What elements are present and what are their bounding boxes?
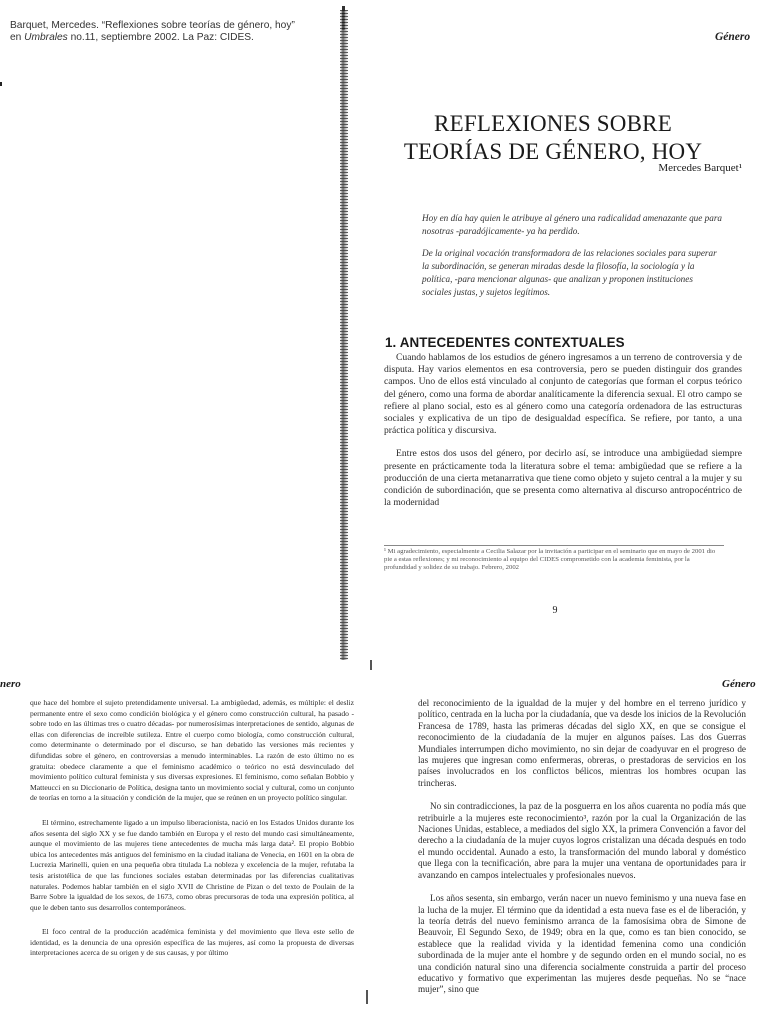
page-number: 9	[552, 605, 558, 616]
right-page-paragraph-2: No sin contradicciones, la paz de la posguerra en los años cuarenta no podía más que retribuirle a la mujeres este reconocimiento³, razón por la cual la Organización de las Naciones Unidas, establece, a mediados del siglo XX, la primera Convención a favor del derecho a la ciudadanía de la mujer cuyos logros cristalizan una década después en todo el mundo occidental. Aunado a esto, la transformación del mundo laboral y doméstico que llega con la tecnificación, abre para la mujer una ventana de oportunidades para ir avanzando en campos intelectuales y profesionales nuevos.	[418, 801, 746, 880]
body-paragraph-2: Entre estos dos usos del género, por decirlo así, se introduce una ambigüedad siempre presente en prácticamente toda la literatura sobre el tema: ambigüedad que se refiere a la producción de una cierta metanarrativa que tiene como objeto y sujeto central a la mujer y su condición de subordinación, que se presenta como alternativa al discurso antropocéntrico de la modernidad	[384, 448, 742, 509]
epigraph	[422, 212, 722, 308]
gutter-mark-top	[370, 660, 372, 670]
running-header-right: Género	[722, 678, 756, 690]
article-title	[388, 110, 718, 166]
epigraph-paragraph-2: De la original vocación transformadora de las relaciones sociales para superar la subordinación, se generan miradas desde la filosofía, la sociología y la política, -para mencionar algunas- que analizan y proponen instituciones sociales justas, y sujetos legítimos.	[422, 248, 717, 297]
footnote: ¹ Mi agradecimiento, especialmente a Cecilia Salazar por la invitación a participar en el seminario que en mayo de 2001 dio pie a estas reflexiones; y mi reconocimiento al equipo del CIDES comprometido con la academia feminista, por la profundidad y solidez de su trabajo. Febrero, 2002	[384, 545, 724, 572]
citation-note	[10, 20, 300, 44]
body-text-left-page	[30, 698, 354, 1024]
right-page-paragraph-3: Los años sesenta, sin embargo, verán nacer un nuevo feminismo y una nueva fase en la lucha de la mujer. El término que da identidad a esta nueva fase es el de liberación, y la teoría detrás del nuevo feminismo arranca de la famosísima obra de Simone de Beauvoir, El Segundo Sexo, de 1949; obra en la que, como es tan bien conocido, se establece que la realidad vivida y la identidad femenina como una condición subordinada de la mujer ante el hombre y de segundo orden en el mundo social, no es una condición natural sino una diferencia socialmente construida a partir del proceso educativo y formativo que experimentan las mujeres desde pequeñas. No se “nace mujer”, sino que	[418, 893, 746, 995]
running-header-left: nero	[0, 678, 21, 690]
section-heading: 1. ANTECEDENTES CONTEXTUALES	[385, 335, 625, 350]
body-paragraph-1: Cuando hablamos de los estudios de género ingresamos a un terreno de controversia y de disputa. Hay varios elementos en esa controversia, pero se pueden distinguir dos grandes campos. Uno de ellos está vinculado al conjunto de categorías que forman el corpus teórico del género, como una forma de abordar analíticamente la diferencia sexual. El otro campo se refiere al plano social, esto es al género como una categoría ordenadora de las estructuras sociales y explicativa de un tipo de desigualdad específica. Se refiere, por tanto, a una práctica política y discursiva.	[384, 352, 742, 437]
title-line-1: REFLEXIONES SOBRE	[434, 111, 672, 136]
right-page-paragraph-1: del reconocimiento de la igualdad de la mujer y del hombre en el terreno jurídico y político, centrada en la lucha por la ciudadanía, que va desde los inicios de la Revolución Francesa de 1789, hasta las primeras décadas del siglo XX, en que se consigue el reconocimiento de la ciudadanía de la mujer en algunos países. Las dos Guerras Mundiales interrumpen dicho movimiento, no sin dejar de coadyuvar en el progreso de las mujeres que ingresan como enfermeras, obreras, o prestadoras de servicios en los países involucrados en los conflictos bélicos, mientras los hombres ocupan las trincheras.	[418, 698, 746, 788]
article-author: Mercedes Barquet¹	[658, 162, 742, 174]
epigraph-paragraph-1: Hoy en día hay quien le atribuye al género una radicalidad amenazante que para nosotras -paradójicamente- ya ha perdido.	[422, 213, 722, 236]
body-text-top-page	[384, 352, 742, 509]
citation-text-end: no.11, septiembre 2002. La Paz: CIDES.	[67, 32, 254, 43]
left-page-paragraph-1: que hace del hombre el sujeto pretendidamente universal. La ambigüedad, además, es múltiple: el desliz permanente entre el sexo como condición biológica y el género como construcción cultural, ha pasado -sobre todo en las últimas tres o cuatro décadas- por numerosísimas interpretaciones de sentido, algunas de ellas con diferencias de increíble sutileza. Entre el cuerpo como biología, como construcción cultural, como determinante o determinado por el discurso, se han debatido las versiones más recientes y difundidas sobre el género, en controversias a menudo interminables. La razón de esto último no es gratuita: obedece claramente a que el feminismo académico o teórico no está desvinculado del movimiento político cultural feminista y sus diversas expresiones. El feminismo, como señalan Bobbio y Matteucci en su Diccionario de Política, designa tanto un movimiento social y cultural, como un conjunto de teorías en torno a la situación y condición de la mujer, que se reúnen en un proyecto político singular.	[30, 698, 354, 803]
left-page-paragraph-3: El foco central de la producción académica feminista y del movimiento que lleva este sello de identidad, es la denuncia de una opresión específica de las mujeres, así como la propuesta de diversas interpretaciones acerca de su origen y de sus causas, y por último	[30, 927, 354, 958]
citation-text-start: Barquet, Mercedes. “Reflexiones sobre teorías de género, hoy” en	[10, 20, 295, 43]
title-line-2: TEORÍAS DE GÉNERO, HOY	[403, 139, 703, 164]
margin-mark	[0, 82, 2, 86]
running-header-top: Género	[715, 31, 751, 43]
body-text-right-page	[418, 698, 746, 1024]
left-page-paragraph-2: El término, estrechamente ligado a un impulso liberacionista, nació en los Estados Unidos durante los años sesenta del siglo XX y se fue dando también en Europa y el resto del mundo casi simultáneamente, aunque el movimiento de las mujeres tiene antecedentes de mucha más larga data². El propio Bobbio ubica los antecedentes más antiguos del feminismo en la ciudad italiana de Venecia, en 1601 en la obra de Lucrezia Marinelli, quien en una pequeña obra titulada La nobleza y excelencia de la mujer, refutaba la tesis aristotélica de que las funciones sociales estaban determinadas por las diferencias cualitativas naturales. Podemos hablar también en el siglo XVII de Christine de Pizan o del texto de Poulain de la Barre Sobre la igualdad de los sexos, de 1673, como obras precursoras de toda una expresión política, al que le deben tanto sus desarrollos contemporáneos.	[30, 817, 354, 912]
book-spine-edge	[340, 10, 348, 660]
gutter-mark-bottom	[366, 990, 368, 1004]
citation-journal: Umbrales	[24, 32, 68, 43]
